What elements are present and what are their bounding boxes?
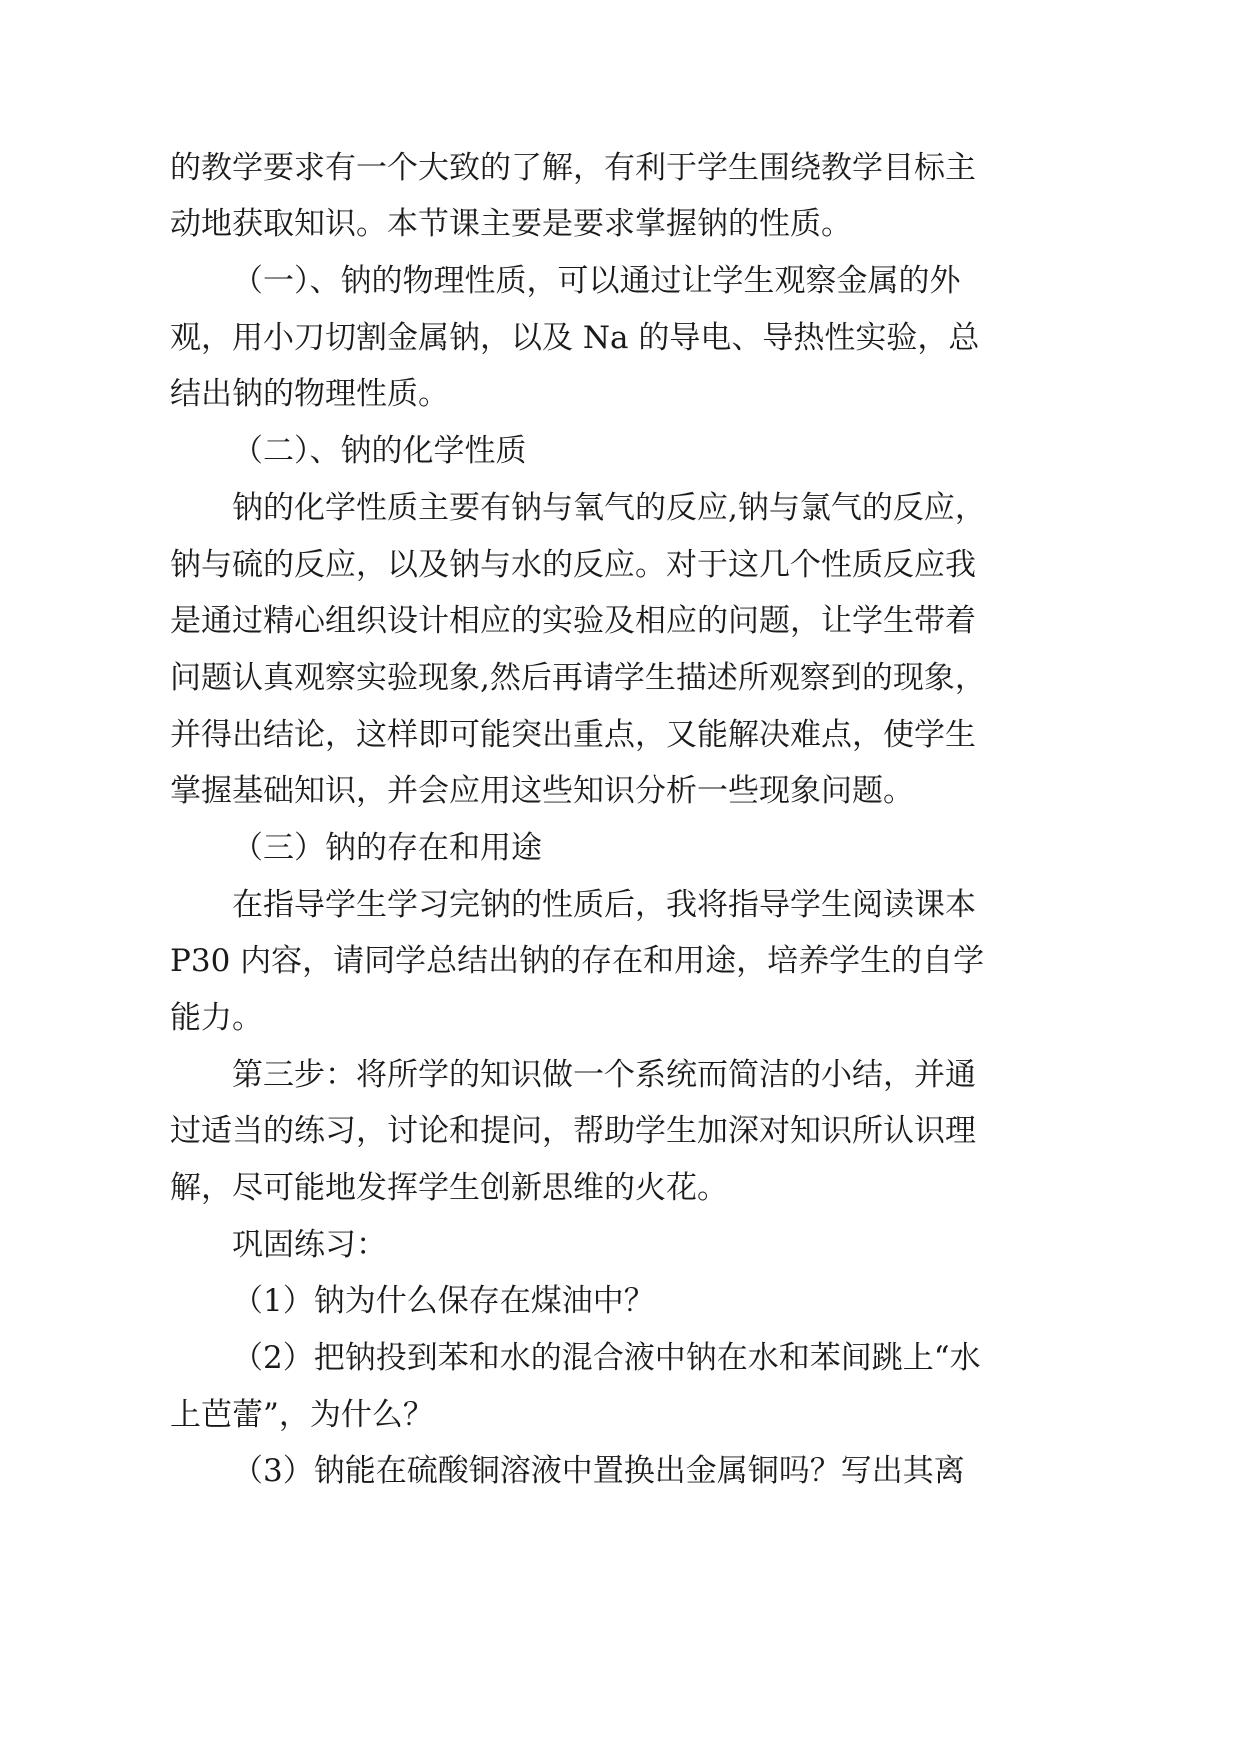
text-line: 解，尽可能地发挥学生创新思维的火花。 xyxy=(170,1170,728,1206)
exercise-question: （2）把钠投到苯和水的混合液中钠在水和苯间跳上“水 xyxy=(232,1340,981,1376)
section-heading-line: （一）、钠的物理性质，可以通过让学生观察金属的外 xyxy=(232,263,961,299)
text-line: P30 内容，请同学总结出钠的存在和用途，培养学生的自学 xyxy=(170,943,985,979)
text-line: 问题认真观察实验现象,然后再请学生描述所观察到的现象， xyxy=(170,660,986,696)
text-line: 结出钠的物理性质。 xyxy=(170,376,449,412)
text-line: 的教学要求有一个大致的了解，有利于学生围绕教学目标主 xyxy=(170,150,976,186)
section-heading: （二）、钠的化学性质 xyxy=(232,433,527,469)
text-line: 上芭蕾”，为什么？ xyxy=(170,1397,434,1433)
text-line: 动地获取知识。本节课主要是要求掌握钠的性质。 xyxy=(170,206,852,242)
text-line: 钠的化学性质主要有钠与氧气的反应,钠与氯气的反应， xyxy=(232,490,986,526)
text-line: 观，用小刀切割金属钠，以及 Na 的导电、导热性实验，总 xyxy=(170,320,980,356)
text-line: 是通过精心组织设计相应的实验及相应的问题，让学生带着 xyxy=(170,603,976,639)
text-line: 过适当的练习，讨论和提问，帮助学生加深对知识所认识理 xyxy=(170,1113,976,1149)
section-heading: （三）钠的存在和用途 xyxy=(232,830,542,866)
text-line: 在指导学生学习完钠的性质后，我将指导学生阅读课本 xyxy=(232,887,976,923)
text-line: 并得出结论，这样即可能突出重点，又能解决难点，使学生 xyxy=(170,717,976,753)
text-line: 能力。 xyxy=(170,1000,263,1036)
text-line: 钠与硫的反应，以及钠与水的反应。对于这几个性质反应我 xyxy=(170,547,976,583)
text-line: 掌握基础知识，并会应用这些知识分析一些现象问题。 xyxy=(170,773,914,809)
text-line: 第三步：将所学的知识做一个系统而简洁的小结，并通 xyxy=(232,1057,976,1093)
exercise-question: （1）钠为什么保存在煤油中？ xyxy=(232,1283,655,1319)
exercise-heading: 巩固练习： xyxy=(232,1227,387,1263)
exercise-question: （3）钠能在硫酸铜溶液中置换出金属铜吗？写出其离 xyxy=(232,1453,965,1489)
